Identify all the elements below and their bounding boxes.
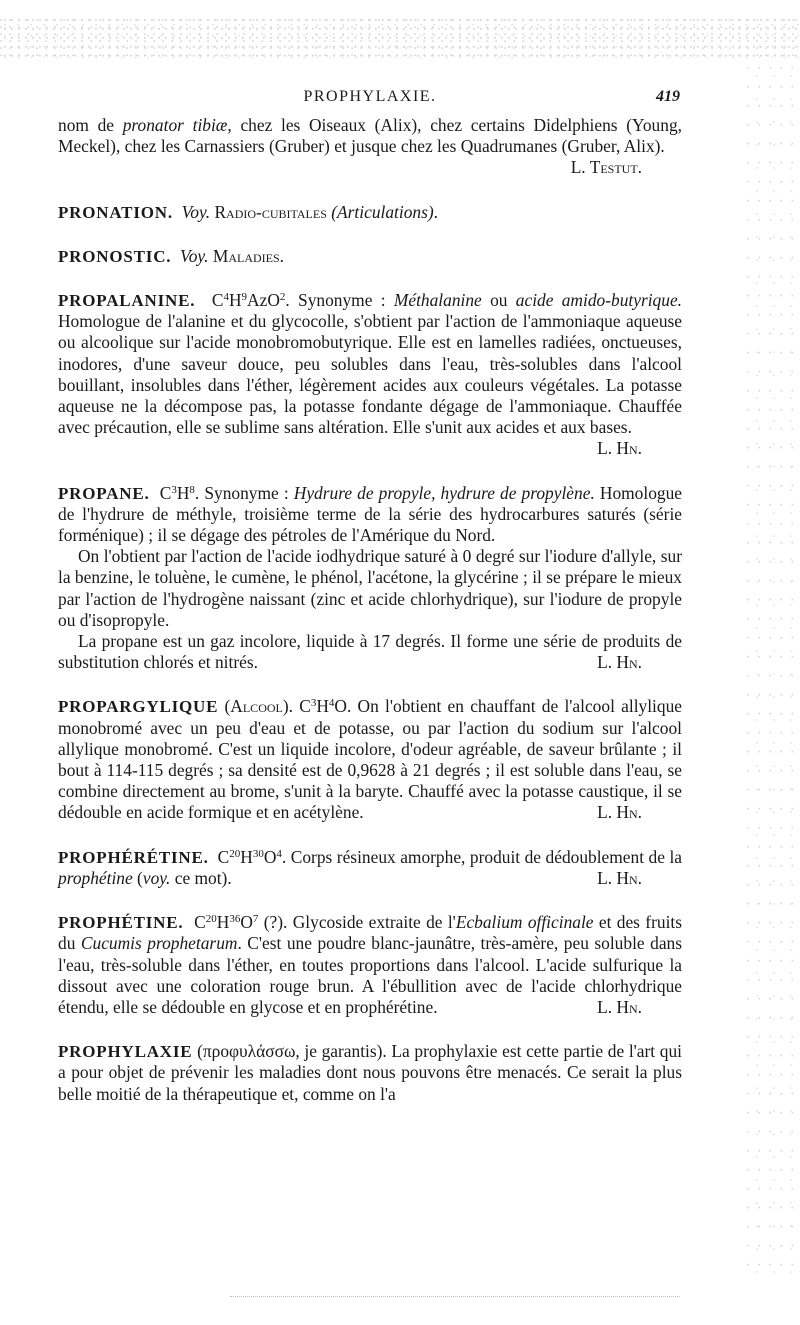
headword: PROPARGYLIQUE <box>58 697 219 717</box>
paragraph: PRONATION. Voy. Radio-cubitales (Articulations). <box>58 201 439 222</box>
paragraph: PROPHYLAXIE (προφυλάσσω, je garantis). La prophylaxie est cette partie de l'art qui a pour objet de prévenir les maladies dont nous pouvons être menacés. Ce serait la plus belle moitié de la thérapeutique et, comme on l'a <box>58 1041 682 1104</box>
paragraph: nom de pronator tibiæ, chez les Oiseaux (Alix), chez certains Didelphiens (Young, Meckel), chez les Carnassiers (Gruber) et jusque chez les Quadrumanes (Gruber, Alix). L. Testut. <box>58 115 682 178</box>
headword: PRONOSTIC. <box>58 246 172 266</box>
scan-noise-top <box>0 18 800 58</box>
chemical-formula: $C^3H^8$ <box>159 482 195 503</box>
headword: PROPHÉTINE. <box>58 913 184 933</box>
paragraph: PROPARGYLIQUE (Alcool). $C^3H^4O$. On l'obtient en chauffant de l'alcool allylique monobromé avec un peu d'eau et de potasse, ou par l'action du sodium sur l'alcool allylique monobromé. C'est un liquide incolore, d'odeur agréable, de saveur brûlante ; il bout à 114-115 degrés ; sa densité est de 0,9628 à 21 degrés ; il est soluble dans l'eau, se combine directement au brome, s'unit à la baryte. Chauffé avec la potasse caustique, il se dédouble en acide formique et en acétylène. L. Hn. <box>58 696 682 823</box>
running-title: PROPHYLAXIE. <box>303 88 437 105</box>
chemical-formula: $C^{20}H^{30}O^4$ <box>217 846 282 867</box>
author-signature: L. Hn. <box>597 438 642 459</box>
paragraph: La propane est un gaz incolore, liquide à 17 degrés. Il forme une série de produits de substitution chlorés et nitrés. L. Hn. <box>58 631 682 673</box>
page-header <box>60 88 680 112</box>
paragraph: PRONOSTIC. Voy. Maladies. <box>58 245 285 266</box>
entry-propargylique <box>58 696 682 823</box>
headword: PROPALANINE. <box>58 291 196 311</box>
paragraph: PROPHÉRÉTINE. $C^{20}H^{30}O^4$. Corps résineux amorphe, produit de dédoublement de la prophétine (voy. ce mot). L. Hn. <box>58 846 682 888</box>
author-signature: L. Hn. <box>597 652 642 673</box>
author-signature: L. Testut. <box>570 157 642 178</box>
headword: PRONATION. <box>58 202 173 222</box>
entry-pronostic <box>58 246 682 267</box>
chemical-formula: $C^4H^9AzO^2$ <box>211 290 286 311</box>
page-number: 419 <box>656 88 680 105</box>
paragraph: PROPANE. $C^3H^8$. Synonyme : Hydrure de propyle, hydrure de propylène. Homologue de l'hydrure de méthyle, troisième terme de la série des hydrocarbures saturés (série forménique) ; il se dégage des pétroles de l'Amérique du Nord. <box>58 482 682 546</box>
page-body <box>58 115 682 1105</box>
entry-propheretine <box>58 847 682 889</box>
entry-pronation <box>58 202 682 223</box>
headword: PROPANE. <box>58 483 150 503</box>
headword: PROPHÉRÉTINE. <box>58 847 209 867</box>
cross-reference: Maladies. <box>212 245 285 266</box>
entry-propalanine <box>58 290 682 460</box>
paragraph: On l'obtient par l'action de l'acide iodhydrique saturé à 0 degré sur l'iodure d'allyle, sur la benzine, le toluène, le cumène, le phénol, l'acétone, la glycérine ; il se prépare le mieux par l'action de l'hydrogène naissant (zinc et acide chlorhydrique), sur l'iodure de propyle ou d'isopropyle. <box>58 546 682 630</box>
chemical-formula: $C^{20}H^{36}O^7$ <box>194 912 259 933</box>
scan-noise-right <box>745 60 800 1280</box>
author-signature: L. Hn. <box>597 996 642 1017</box>
entry-propane <box>58 483 682 674</box>
entry-prophetine <box>58 912 682 1018</box>
paragraph: PROPHÉTINE. $C^{20}H^{36}O^7$ (?). Glycoside extraite de l'Ecbalium officinale et des fruits du Cucumis prophetarum. C'est une poudre blanc-jaunâtre, très-amère, peu soluble dans l'eau, très-soluble dans l'éther, en toutes proportions dans l'alcool. L'acide sulfurique la dissout avec une coloration rouge brun. A l'ébullition avec de l'acide chlorhydrique étendu, elle se dédouble en glycose et en prophérétine. L. Hn. <box>58 912 683 1017</box>
bottom-scan-artifact <box>230 1296 680 1298</box>
cross-reference: Radio-cubitales <box>214 201 327 222</box>
chemical-formula: $C^3H^4O$ <box>299 696 347 717</box>
author-signature: L. Hn. <box>597 802 642 823</box>
entry-pronator-continuation <box>58 115 682 179</box>
author-signature: L. Hn. <box>597 867 642 888</box>
paragraph: PROPALANINE. $C^4H^9AzO^2$. Synonyme : Méthalanine ou acide amido-butyrique. Homologue de l'alanine et du glycocolle, s'obtient par l'action de l'ammoniaque aqueuse ou alcoolique sur l'acide monobromobutyrique. Elle est en lamelles radiées, onctueuses, inodores, d'une saveur douce, peu solubles dans l'eau, très-solubles dans l'alcool bouillant, insolubles dans l'éther, légèrement acides aux couleurs végétales. La potasse aqueuse ne la décompose pas, la potasse fondante dégage de l'ammoniaque. Chauffée avec précaution, elle se sublime sans altération. Elle s'unit aux acides et aux bases. L. Hn. <box>58 290 683 459</box>
headword: PROPHYLAXIE <box>58 1042 193 1062</box>
entry-prophylaxie <box>58 1041 682 1105</box>
